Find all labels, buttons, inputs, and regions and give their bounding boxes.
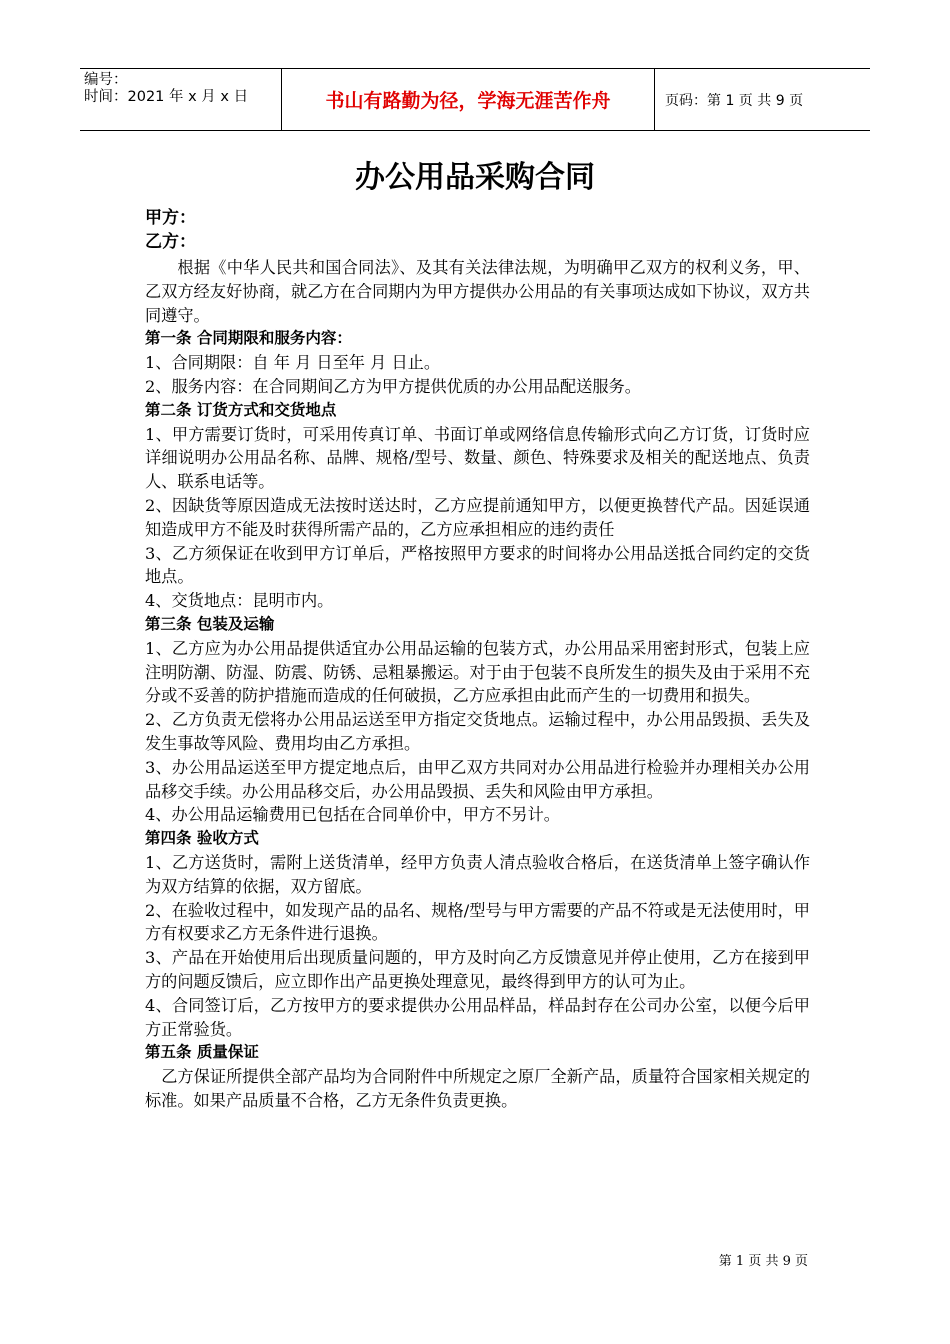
contract-body: [145, 256, 810, 1113]
article-3-clause: 3、办公用品运送至甲方提定地点后，由甲乙双方共同对办公用品进行检验并办理相关办公用品移交手续。办公用品移交后，办公用品毁损、丢失和风险由甲方承担。: [145, 757, 810, 801]
document-header: [80, 68, 870, 131]
article-1-clause: 2、服务内容：在合同期间乙方为甲方提供优质的办公用品配送服务。: [145, 376, 641, 396]
article-2-clause: 2、因缺货等原因造成无法按时送达时，乙方应提前通知甲方，以便更换替代产品。因延误通知造成甲方不能及时获得所需产品的，乙方应承担相应的违约责任: [145, 495, 810, 539]
article-3-clause: 4、办公用品运输费用已包括在合同单价中，甲方不另计。: [145, 805, 560, 825]
page-footer: 第 1 页 共 9 页: [718, 1254, 808, 1269]
date-label: 时间：2021 年 x 月 x 日: [84, 89, 249, 105]
article-2-clause: 3、乙方须保证在收到甲方订单后，严格按照甲方要求的时间将办公用品送抵合同约定的交货地点。: [145, 543, 810, 587]
document-title: 办公用品采购合同: [355, 160, 595, 195]
article-4-clause: 4、合同签订后，乙方按甲方的要求提供办公用品样品，样品封存在公司办公室，以便今后甲方正常验货。: [145, 995, 810, 1039]
party-a-label: 甲方：: [145, 208, 196, 228]
serial-number-label: 编号：: [84, 72, 128, 88]
article-3-clause: 2、乙方负责无偿将办公用品运送至甲方指定交货地点。运输过程中，办公用品毁损、丢失及发生事故等风险、费用均由乙方承担。: [145, 710, 810, 753]
article-4-clause: 2、在验收过程中，如发现产品的品名、规格/型号与甲方需要的产品不符或是无法使用时，甲方有权要求乙方无条件进行退换。: [145, 900, 810, 944]
article-4-clause: 3、产品在开始使用后出现质量问题的，甲方及时向乙方反馈意见并停止使用，乙方在接到甲方的问题反馈后，应立即作出产品更换处理意见，最终得到甲方的认可为止。: [145, 948, 810, 991]
article-5-heading: 第五条 质量保证: [145, 1043, 259, 1062]
article-5-clause: 乙方保证所提供全部产品均为合同附件中所规定之原厂全新产品，质量符合国家相关规定的标准。如果产品质量不合格，乙方无条件负责更换。: [145, 1067, 810, 1110]
party-b-label: 乙方：: [145, 232, 196, 252]
article-2-clause: 1、甲方需要订货时，可采用传真订单、书面订单或网络信息传输形式向乙方订货，订货时应详细说明办公用品名称、品牌、规格/型号、数量、颜色、特殊要求及相关的配送地点、负责人、联系电话等。: [145, 424, 810, 492]
article-4-clause: 1、乙方送货时，需附上送货清单，经甲方负责人清点验收合格后，在送货清单上签字确认作为双方结算的依据，双方留底。: [145, 852, 810, 896]
article-3-heading: 第三条 包装及运输: [145, 614, 275, 633]
article-3-clause: 1、乙方应为办公用品提供适宜办公用品运输的包装方式，办公用品采用密封形式，包装上应注明防潮、防湿、防震、防锈、忌粗暴搬运。对于由于包装不良所发生的损失及由于采用不充分或不妥善的防护措施而造成的任何破损，乙方应承担由此而产生的一切费用和损失。: [145, 638, 810, 706]
intro-paragraph: 根据《中华人民共和国合同法》、及其有关法律法规，为明确甲乙双方的权利义务，甲、乙双方经友好协商，就乙方在合同期内为甲方提供办公用品的有关事项达成如下协议，双方共同遵守。: [145, 258, 810, 325]
article-4-heading: 第四条 验收方式: [145, 829, 259, 848]
header-divider: [654, 69, 655, 130]
header-motto: 书山有路勤为径，学海无涯苦作舟: [325, 90, 611, 112]
article-1-clause: 1、合同期限：自 年 月 日至年 月 日止。: [145, 353, 441, 373]
article-1-heading: 第一条 合同期限和服务内容：: [145, 329, 352, 348]
article-2-clause: 4、交货地点：昆明市内。: [145, 591, 334, 611]
header-page-number: 页码：第 1 页 共 9 页: [665, 92, 804, 109]
header-meta: [80, 69, 281, 130]
article-2-heading: 第二条 订货方式和交货地点: [145, 400, 337, 419]
